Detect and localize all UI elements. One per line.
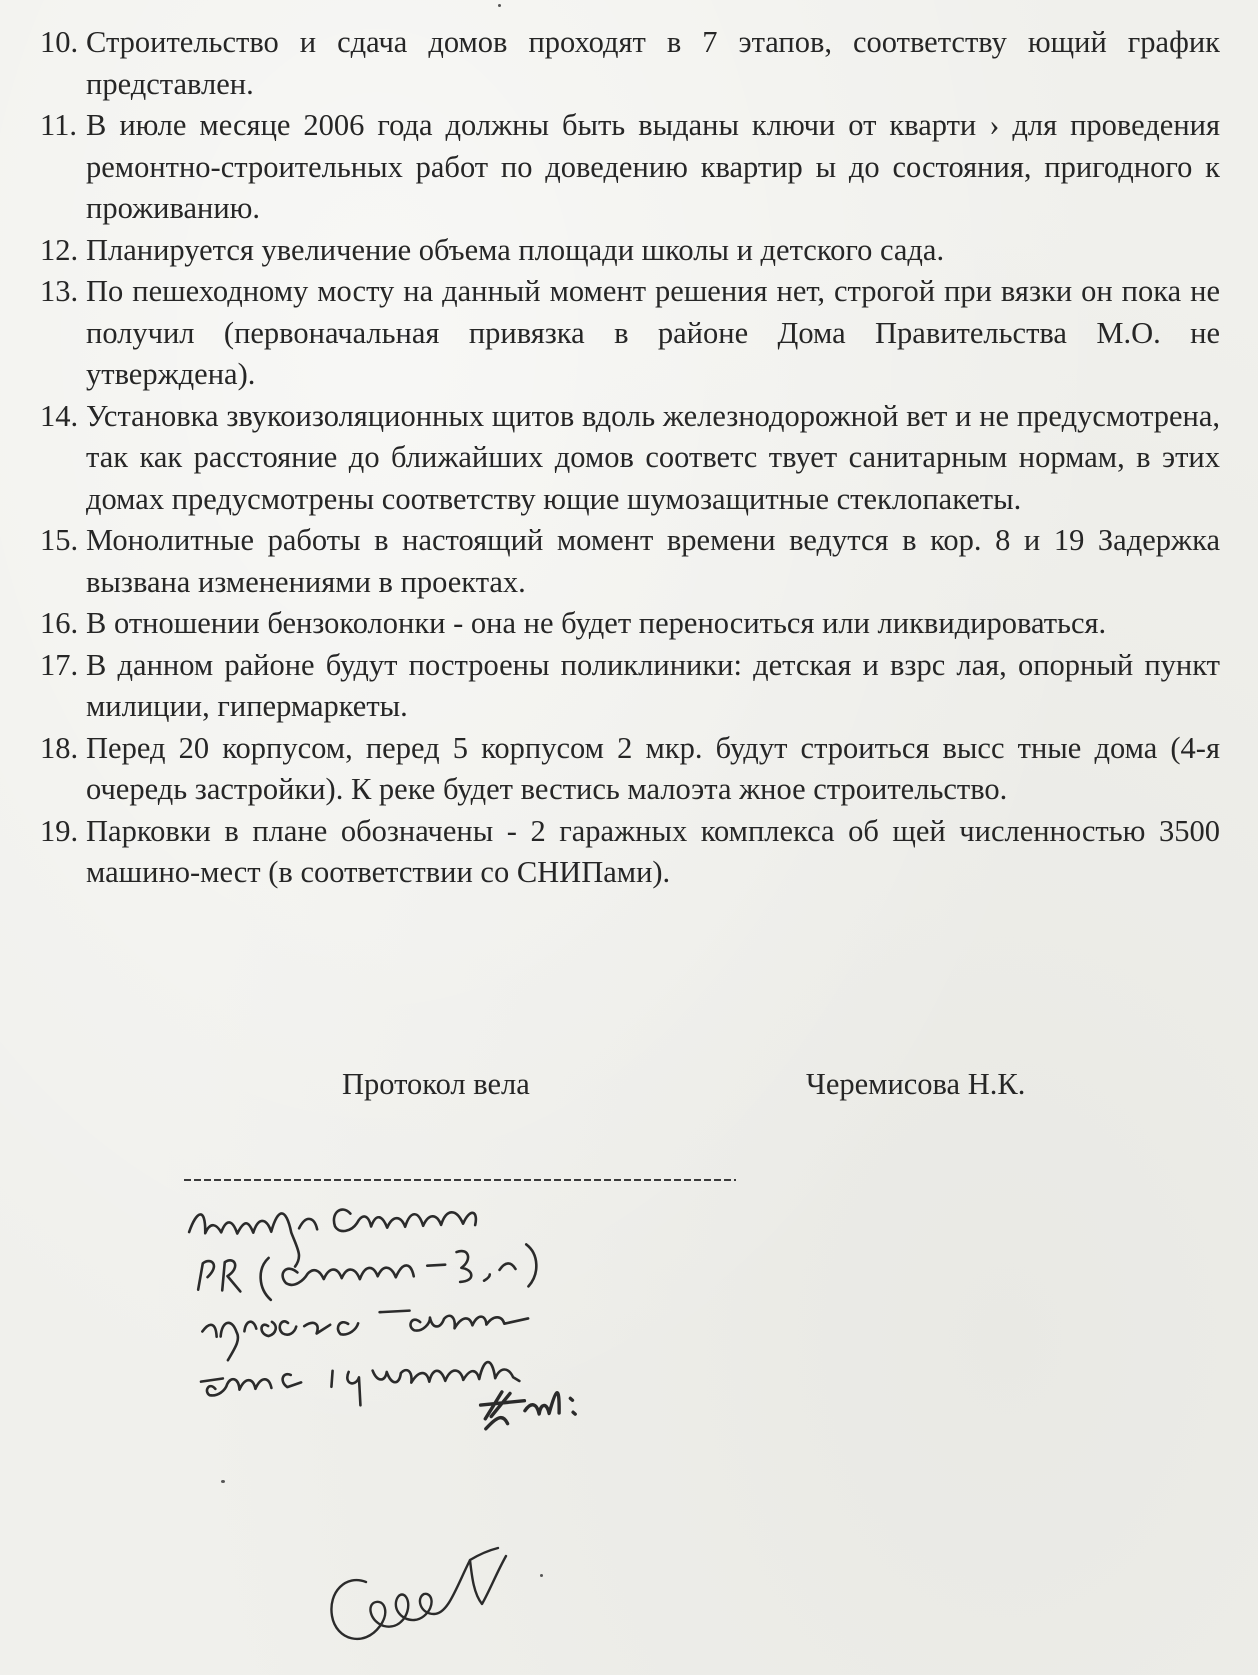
item-number: 13. [40,274,79,308]
item-text: Монолитные работы в настоящий момент времени ведутся в кор. 8 и 19 Задержка вызвана изменениями в проектах. [86,523,1220,599]
signature-mark [320,1530,550,1660]
protocol-item-13 [40,271,1220,396]
protocol-item-18 [40,728,1220,811]
item-text: Строительство и сдача домов проходят в 7 этапов, соответству ющий график представлен. [86,25,1220,101]
protocol-item-16 [40,603,1220,645]
protocol-items-list [40,22,1220,894]
item-number: 12. [40,232,79,267]
handwritten-initials [480,1388,576,1429]
handwriting-line-3 [202,1304,530,1361]
item-number: 16. [40,606,79,640]
item-text: В июле месяце 2006 года должны быть выданы ключи от кварти › для проведения ремонтно-строительных работ по доведению квартир ы до состояния, пригодного к проживанию. [86,108,1220,225]
handwritten-note [180,1168,740,1468]
scan-speck [498,4,501,7]
protocol-item-14 [40,396,1220,521]
item-text: По пешеходному мосту на данный момент решения нет, строгой при вязки он пока не получил (первоначальная привязка в районе Дома Правительства М.О. не утверждена). [86,274,1220,391]
signoff-name: Черемисова Н.К. [806,1067,1026,1101]
item-text: Планируется увеличение объема площади школы и детского сада. [86,232,945,267]
signoff-label: Протокол вела [342,1067,530,1101]
item-text: В данном районе будут построены поликлиники: детская и взрс лая, опорный пункт милиции, гипермаркеты. [86,647,1220,723]
item-text: Перед 20 корпусом, перед 5 корпусом 2 мкр. будут строиться высс тные дома (4-я очередь застройки). К реке будет вестись малоэта жное строительство. [86,730,1220,806]
protocol-item-17 [40,645,1220,728]
protocol-item-19 [40,811,1220,894]
item-text: В отношении бензоколонки - она не будет переноситься или ликвидироваться. [86,606,1107,640]
item-number: 17. [40,647,79,682]
protocol-item-15 [40,520,1220,603]
item-number: 14. [40,398,79,433]
handwriting-line-2 [197,1244,538,1304]
item-number: 19. [40,813,79,848]
item-number: 18. [40,730,79,765]
item-number: 15. [40,523,79,557]
item-text: Установка звукоизоляционных щитов вдоль железнодорожной вет и не предусмотрена, так как расстояние до ближайших домов соответс твует санитарным нормам, в этих домах предусмотрены соответству ющие шумозащитные стеклопакеты. [86,398,1220,516]
scan-speck [540,1574,543,1577]
item-number: 10. [40,25,79,59]
handwriting-line-4 [201,1361,520,1414]
protocol-item-12 [40,230,1220,272]
scan-speck [221,1480,225,1483]
item-number: 11. [40,108,77,142]
protocol-item-10 [40,22,1220,105]
item-text: Парковки в плане обозначены - 2 гаражных комплекса об щей численностью 3500 машино-мест (в соответствии со СНИПами). [86,813,1220,889]
protocol-item-11 [40,105,1220,230]
